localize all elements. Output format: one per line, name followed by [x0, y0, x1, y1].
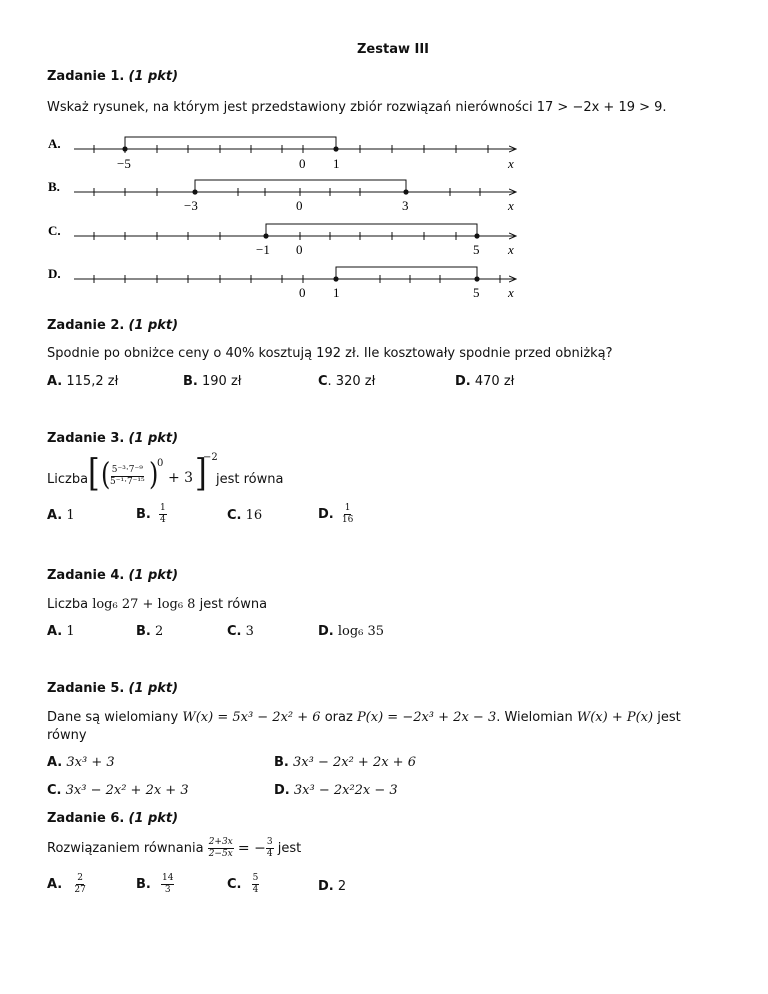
tick-label: 5	[473, 285, 480, 300]
axis-label-x: x	[508, 156, 514, 171]
axis-label-x: x	[508, 242, 514, 257]
task-3-option-c[interactable]: C. 16	[227, 508, 263, 523]
task-1-question: Wskaż rysunek, na którym jest przedstawiony zbiór rozwiązań nierówności 17 > −2x + 19 > 9.	[47, 100, 667, 115]
task-3-option-d[interactable]: D. $\frac{1}{16}$	[318, 503, 354, 525]
task-5-option-b[interactable]: B. 3x³ − 2x² + 2x + 6	[274, 755, 416, 770]
task-3-prefix: Liczba	[47, 472, 89, 487]
number-line-b	[48, 179, 516, 213]
task-3-suffix: jest równa	[216, 472, 284, 487]
task-6-option-a[interactable]: A. $\frac{2}{27}$	[47, 873, 86, 895]
tick-label: 0	[299, 156, 306, 171]
task-4-question: Liczba log₆ 27 + log₆ 8 jest równa	[47, 597, 268, 612]
task-4-option-b[interactable]: B. 2	[136, 624, 164, 639]
task-2-option-a[interactable]: A. 115,2 zł	[47, 374, 119, 389]
number-lines-figure	[40, 132, 540, 302]
plus-three: + 3	[168, 470, 194, 486]
tick-label: −5	[117, 156, 131, 171]
option-c-letter: C.	[48, 223, 61, 238]
task-6-heading: Zadanie 6. (1 pkt)	[47, 811, 179, 826]
task-3-heading: Zadanie 3. (1 pkt)	[47, 431, 179, 446]
number-line-d	[48, 266, 516, 300]
task-4-option-c[interactable]: C. 3	[227, 624, 254, 639]
task-5-option-a[interactable]: A. 3x³ + 3	[47, 755, 115, 770]
task-5-question-line-1: Dane są wielomiany W(x) = 5x³ − 2x² + 6 oraz P(x) = −2x³ + 2x − 3. Wielomian W(x) + P(x) jest	[47, 710, 681, 725]
task-5-heading: Zadanie 5. (1 pkt)	[47, 681, 179, 696]
tick-label: 0	[296, 242, 303, 257]
task-5-question-line-2: równy	[47, 728, 87, 743]
option-a-letter: A.	[48, 136, 61, 151]
axis-label-x: x	[508, 285, 514, 300]
number-line-c	[48, 223, 516, 257]
task-1-heading: Zadanie 1. (1 pkt)	[47, 69, 179, 84]
task-3-option-b[interactable]: B. $\frac{1}{4}$	[136, 503, 166, 525]
task-6-option-d[interactable]: D. 2	[318, 879, 347, 894]
bracket-right: ]	[195, 451, 207, 496]
task-2-option-d[interactable]: D. 470 zł	[455, 374, 515, 389]
task-3-fraction: $\frac{\text{5⁻³·7⁻⁹}}{\text{5⁻¹·7⁻¹⁵}}$	[110, 465, 145, 487]
paren-right: )	[149, 455, 159, 493]
task-5-option-c[interactable]: C. 3x³ − 2x² + 2x + 3	[47, 783, 189, 798]
tick-label: −3	[184, 198, 198, 213]
tick-label: 1	[333, 156, 340, 171]
number-line-a	[48, 136, 516, 171]
task-4-heading: Zadanie 4. (1 pkt)	[47, 568, 179, 583]
task-2-option-b[interactable]: B. 190 zł	[183, 374, 242, 389]
option-d-letter: D.	[48, 266, 61, 281]
task-5-option-d[interactable]: D. 3x³ − 2x²2x − 3	[274, 783, 398, 798]
tick-label: 5	[473, 242, 480, 257]
axis-label-x: x	[508, 198, 514, 213]
tick-label: 1	[333, 285, 340, 300]
task-6-question: Rozwiązaniem równania $\frac{2+3x}{2-5x}$ = − $\frac{3}{4}$ jest	[47, 837, 302, 859]
task-2-heading: Zadanie 2. (1 pkt)	[47, 318, 179, 333]
option-b-letter: B.	[48, 179, 60, 194]
paren-left: (	[101, 455, 111, 493]
bracket-left: [	[88, 451, 100, 496]
exp-minus-two: −2	[203, 452, 218, 463]
task-4-option-d[interactable]: D. log₆ 35	[318, 624, 385, 639]
tick-label: 0	[296, 198, 303, 213]
task-3-option-a[interactable]: A. 1	[47, 508, 75, 523]
exp-zero: 0	[157, 458, 164, 469]
task-4-option-a[interactable]: A. 1	[47, 624, 75, 639]
tick-label: −1	[256, 242, 270, 257]
task-2-question: Spodnie po obniżce ceny o 40% kosztują 192 zł. Ile kosztowały spodnie przed obniżką?	[47, 346, 613, 361]
task-6-option-c[interactable]: C. $\frac{5}{4}$	[227, 873, 259, 895]
page-title: Zestaw III	[357, 42, 430, 57]
task-6-option-b[interactable]: B. $\frac{14}{3}$	[136, 873, 174, 895]
task-2-option-c[interactable]: C. 320 zł	[318, 374, 376, 389]
tick-label: 3	[402, 198, 409, 213]
tick-label: 0	[299, 285, 306, 300]
